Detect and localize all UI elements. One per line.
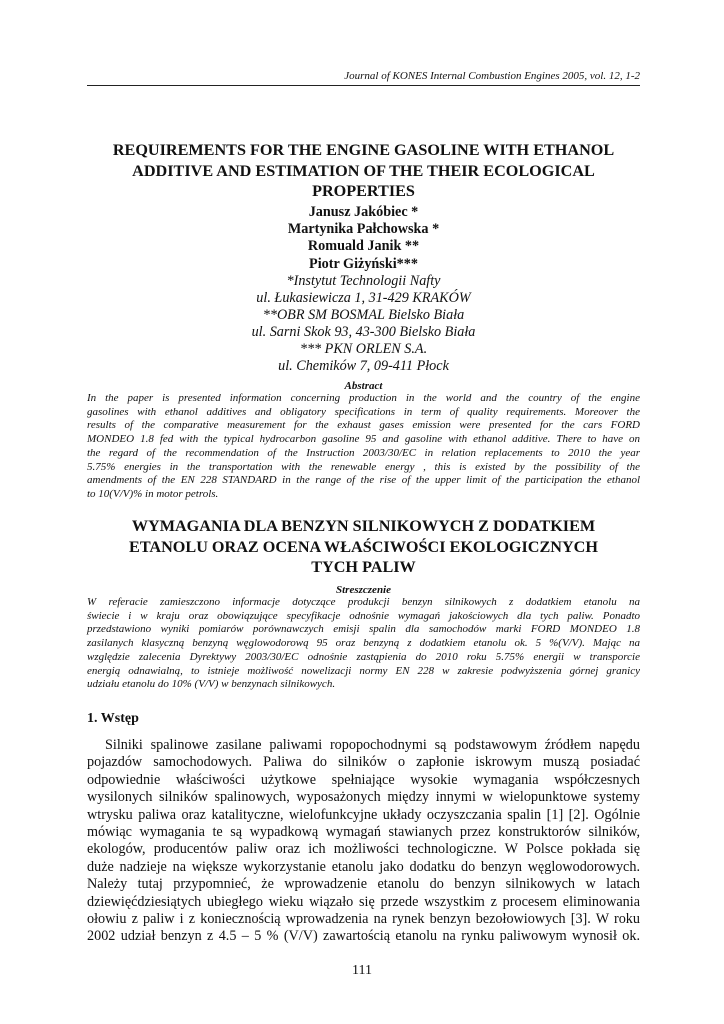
- affiliation-line: ul. Chemików 7, 09-411 Płock: [278, 357, 449, 374]
- streszczenie-line: energią odnawialną, to istnieje możliwość nowelizacji normy EN 228 w zakresie podwyższenia górnej granicy: [87, 664, 640, 677]
- streszczenie-heading: Streszczenie: [336, 584, 391, 596]
- body-line: 2002 udział benzyn z 4.5 – 5 % (V/V) zawartością etanolu na rynku paliwowym wynosił ok.: [87, 928, 640, 945]
- body-line: ekologów, producentów paliw oraz ich możliwości technologiczne. W Polsce pokłada się: [87, 841, 640, 858]
- abstract-heading: Abstract: [344, 380, 383, 392]
- streszczenie-line: względzie zalecenia Dyrektywy 2003/30/EC odnośnie zastąpienia do 2010 roku 5.75% energii w transporcie: [87, 650, 640, 663]
- title-line: REQUIREMENTS FOR THE ENGINE GASOLINE WITH ETHANOL: [112, 141, 615, 159]
- body-line: Silniki spalinowe zasilane paliwami ropopochodnymi są podstawowym źródłem napędu: [105, 737, 640, 753]
- body-line: wtrysku paliwa oraz katalityczne, wielofunkcyjne układy oczyszczania spalin [1] [2]. Ogólnie: [87, 806, 640, 823]
- affiliation-line: **OBR SM BOSMAL Bielsko Biała: [262, 306, 465, 323]
- abstract-line: 5.75% energies in the transportation with the renewable energy , this is existed by the possibility of the: [87, 460, 640, 473]
- page-number: 111: [352, 963, 372, 978]
- author-name: Piotr Giżyński***: [309, 255, 418, 272]
- streszczenie-line: udziału etanolu do 10% (V/V) w benzynach silnikowych.: [87, 678, 336, 691]
- body-paragraph: [87, 737, 640, 946]
- author-name: Janusz Jakóbiec *: [308, 204, 419, 220]
- streszczenie-body: [87, 596, 640, 692]
- title-line: ADDITIVE AND ESTIMATION OF THE THEIR ECOLOGICAL: [132, 161, 595, 180]
- author-name: Romuald Janik **: [307, 238, 420, 255]
- abstract-line: the regard of the recommendation of the Instruction 2003/30/EC in relation replacements to 2010 the year: [87, 446, 640, 459]
- affiliation-line: ul. Sarni Skok 93, 43-300 Bielsko Biała: [251, 323, 476, 340]
- section-heading: 1. Wstęp: [87, 711, 139, 726]
- body-line: pojazdów samochodowych. Paliwa do silników o zapłonie iskrowym muszą posiadać: [87, 754, 640, 771]
- body-line: ołowiu z paliw i z koniecznością wprowadzenia na rynek benzyn bezołowiowych [3]. W roku: [87, 911, 640, 928]
- streszczenie-line: przedstawiono wyniki pomiarów porównawczych emisji spalin dla samochodów marki FORD MONDEO 1.8: [87, 623, 640, 636]
- body-line: dziewięćdziesiątych ubiegłego wieku wiązało się przede wszystkim z procesem eliminowania: [87, 893, 640, 910]
- abstract-body: [87, 392, 640, 502]
- body-line: duże nadzieje na większe wykorzystanie etanolu jako dodatku do benzyn węglowodorowych.: [87, 858, 640, 875]
- paper-title-english: [87, 140, 640, 202]
- title-line: ETANOLU ORAZ OCENA WŁAŚCIWOŚCI EKOLOGICZNYCH: [129, 537, 598, 556]
- title-line: TYCH PALIW: [311, 558, 416, 576]
- abstract-line: to 10(V/V)% in motor petrols.: [87, 487, 219, 500]
- streszczenie-line: świecie i w kraju oraz obowiązujące specyfikacje odnośnie wymagań jakościowych dla tych paliw. Ponadto: [87, 609, 640, 622]
- author-name: Martynika Pałchowska *: [287, 221, 440, 238]
- streszczenie-line: zasilanych klasyczną benzyną węglowodorową 95 oraz benzyną z dodatkiem etanolu ok. 5 %(V/V). Mając na: [87, 637, 640, 650]
- body-line: Należy tutaj przypomnieć, że wprowadzenie etanolu do benzyn silnikowych w latach: [87, 876, 640, 893]
- abstract-line: amendments of the EN 228 STANDARD in the range of the rise of the upper limit of the participation the ethanol: [87, 474, 640, 487]
- affiliation-line: ul. Łukasiewicza 1, 31-429 KRAKÓW: [256, 289, 471, 306]
- abstract-line: MONDEO 1.8 fed with the typical hydrocarbon gasoline 95 and gasoline with ethanol additive. There to have on: [87, 433, 640, 446]
- paper-title-polish: [87, 516, 640, 578]
- affiliation-line: *** PKN ORLEN S.A.: [299, 340, 428, 357]
- author-block: [87, 204, 640, 375]
- title-line: PROPERTIES: [312, 182, 415, 200]
- affiliation-line: *Instytut Technologii Nafty: [286, 272, 441, 289]
- running-header: Journal of KONES Internal Combustion Engines 2005, vol. 12, 1-2: [87, 69, 640, 86]
- streszczenie-line: W referacie zamieszczono informacje dotyczące produkcji benzyn silnikowych z dodatkiem etanolu na: [87, 596, 640, 608]
- title-line: WYMAGANIA DLA BENZYN SILNIKOWYCH Z DODATKIEM: [131, 517, 596, 535]
- abstract-line: gasolines with ethanol additives and obligatory specifications in term of quality requirements. Moreover the: [87, 405, 640, 418]
- body-line: mówiąc wymagania te są wypadkową wymagań stawianych przez konstruktorów silników,: [87, 824, 640, 841]
- body-line: odpowiednie właściwości użytkowe spełniające wysokie wymagania współczesnych: [87, 771, 640, 788]
- body-line: wysilonych silników spalinowych, wyposażonych między innymi w wielopunktowe systemy: [87, 789, 640, 806]
- abstract-line: In the paper is presented information concerning production in the world and the country of the engine: [87, 392, 640, 404]
- abstract-line: results of the comparative measurement for the exhaust gases emission were presented for the cars FORD: [87, 419, 640, 432]
